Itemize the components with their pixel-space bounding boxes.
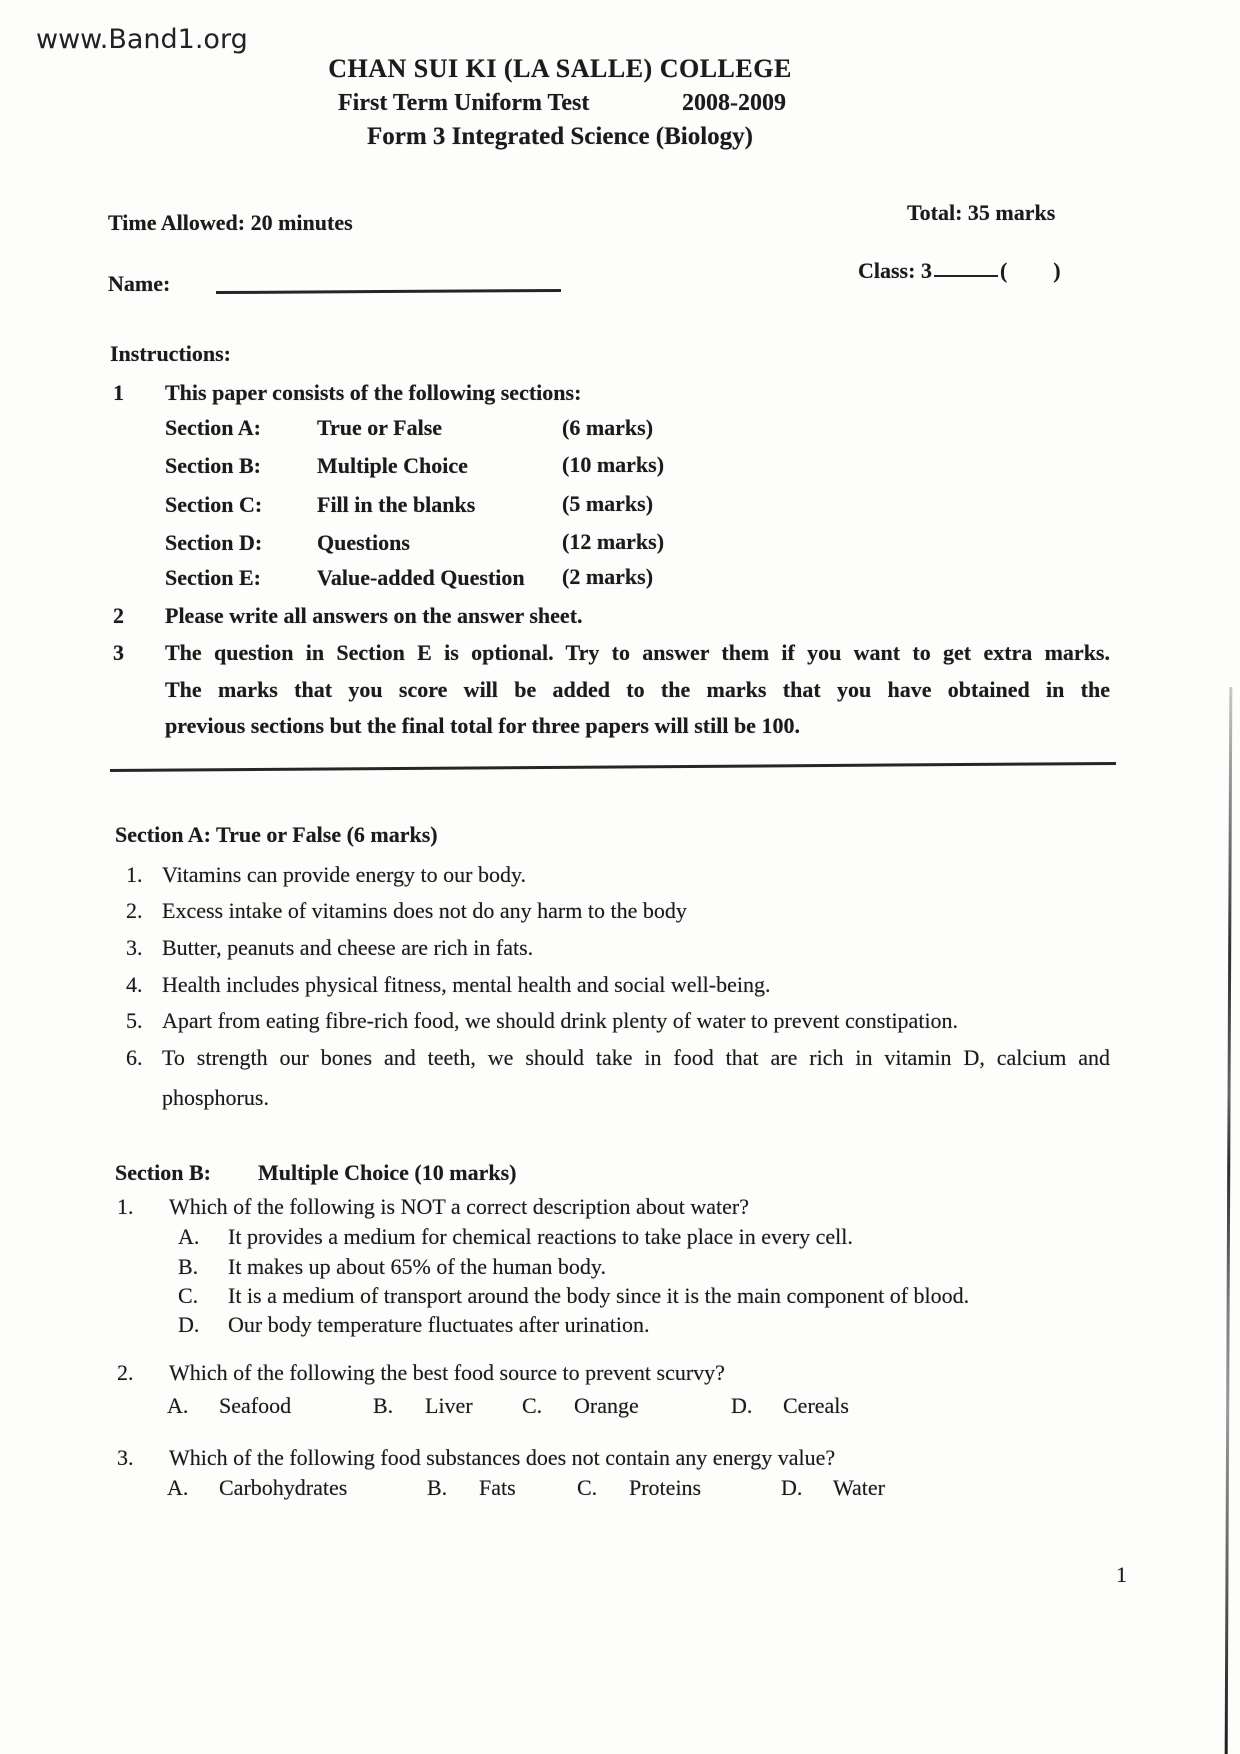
time-allowed: Time Allowed: 20 minutes: [108, 210, 353, 235]
section-table-name: Fill in the blanks: [317, 492, 476, 517]
question-number: 3.: [126, 935, 143, 960]
section-table-marks: (12 marks): [562, 529, 665, 554]
question-number: 1.: [117, 1194, 134, 1219]
true-false-statement-continued: phosphorus.: [162, 1085, 269, 1110]
mc-option-text: It makes up about 65% of the human body.: [228, 1254, 606, 1279]
section-table-label: Section E:: [165, 565, 261, 590]
mc-question-text: Which of the following is NOT a correct description about water?: [169, 1194, 749, 1219]
true-false-statement: Butter, peanuts and cheese are rich in fats.: [162, 935, 534, 960]
mc-option-text: Liver: [425, 1393, 473, 1418]
test-year: 2008-2009: [682, 90, 786, 116]
question-number: 1.: [126, 862, 143, 887]
total-marks: Total: 35 marks: [907, 200, 1056, 225]
section-table-label: Section A:: [165, 415, 261, 440]
question-number: 2.: [126, 898, 143, 923]
section-table-name: Multiple Choice: [317, 453, 468, 478]
mc-option-letter: A.: [167, 1475, 189, 1500]
mc-option-letter: A.: [178, 1224, 200, 1249]
section-table-marks: (5 marks): [562, 491, 654, 516]
class-paren-open: (: [999, 258, 1008, 283]
site-watermark: www.Band1.org: [36, 24, 248, 55]
section-table-marks: (6 marks): [562, 415, 654, 440]
mc-option-letter: A.: [167, 1393, 189, 1418]
section-table-marks: (2 marks): [562, 564, 654, 589]
mc-option-letter: C.: [178, 1283, 199, 1308]
mc-option-text: Our body temperature fluctuates after urination.: [228, 1312, 650, 1337]
true-false-statement: Excess intake of vitamins does not do any harm to the body: [162, 898, 687, 923]
mc-option-text: Carbohydrates: [219, 1475, 348, 1500]
mc-option-letter: C.: [522, 1393, 543, 1418]
mc-option-letter: C.: [577, 1475, 598, 1500]
mc-option-text: Orange: [574, 1393, 639, 1418]
instruction-1-text: This paper consists of the following sections:: [165, 380, 582, 405]
question-number: 3.: [117, 1445, 134, 1470]
mc-option: [522, 1393, 639, 1419]
question-number: 2.: [117, 1360, 134, 1385]
mc-question-text: Which of the following the best food source to prevent scurvy?: [169, 1360, 725, 1385]
mc-option-text: It provides a medium for chemical reactions to take place in every cell.: [228, 1224, 853, 1249]
section-table-name: Value-added Question: [317, 565, 525, 590]
question-number: 5.: [126, 1008, 143, 1033]
instruction-3-line: The question in Section E is optional. Try to answer them if you want to get extra marks.: [165, 640, 1110, 665]
mc-option-text: Water: [833, 1475, 885, 1500]
class-paren-close: ): [1053, 258, 1061, 283]
true-false-statement: Vitamins can provide energy to our body.: [162, 862, 527, 887]
section-table-name: True or False: [317, 415, 443, 440]
class-field: [858, 258, 1061, 284]
scan-artifact-line: [1225, 687, 1232, 1754]
mc-option-letter: B.: [178, 1254, 199, 1279]
class-label: Class: 3: [858, 258, 932, 283]
instruction-3-line: previous sections but the final total for three papers will still be 100.: [165, 713, 800, 738]
mc-option-letter: B.: [373, 1393, 394, 1418]
mc-option: [731, 1393, 849, 1419]
question-number: 4.: [126, 972, 143, 997]
mc-option-letter: D.: [178, 1312, 200, 1337]
name-label: Name:: [108, 271, 171, 296]
mc-option: [167, 1475, 347, 1501]
instructions-title: Instructions:: [110, 341, 232, 366]
name-blank-line: [216, 289, 561, 294]
mc-option: [373, 1393, 473, 1419]
mc-option-text: Cereals: [783, 1393, 849, 1418]
instruction-1-number: 1: [113, 380, 124, 405]
section-divider-line: [110, 762, 1116, 772]
true-false-statement: Health includes physical fitness, mental health and social well-being.: [162, 972, 771, 997]
section-table-marks: (10 marks): [562, 452, 665, 477]
instruction-3-line: The marks that you score will be added to the marks that you have obtained in the: [165, 677, 1110, 702]
test-name: First Term Uniform Test: [338, 90, 590, 116]
mc-option-text: Fats: [479, 1475, 516, 1500]
mc-option-text: Proteins: [629, 1475, 702, 1500]
section-b-heading: Multiple Choice (10 marks): [258, 1160, 517, 1185]
section-b-label: Section B:: [115, 1160, 211, 1185]
mc-option: [781, 1475, 885, 1501]
section-table-label: Section D:: [165, 530, 263, 555]
instruction-3-number: 3: [113, 640, 124, 665]
mc-option-text: It is a medium of transport around the body since it is the main component of blood.: [228, 1283, 970, 1308]
subject-title: Form 3 Integrated Science (Biology): [366, 123, 754, 150]
school-name: CHAN SUI KI (LA SALLE) COLLEGE: [328, 54, 792, 83]
true-false-statement: To strength our bones and teeth, we should take in food that are rich in vitamin D, calcium and: [162, 1045, 1110, 1070]
mc-option-text: Seafood: [219, 1393, 292, 1418]
question-number: 6.: [126, 1045, 143, 1070]
mc-option-letter: D.: [731, 1393, 753, 1418]
mc-question-text: Which of the following food substances does not contain any energy value?: [169, 1445, 836, 1470]
instruction-2-text: Please write all answers on the answer sheet.: [165, 603, 583, 628]
section-table-label: Section B:: [165, 453, 261, 478]
mc-option-letter: B.: [427, 1475, 448, 1500]
mc-option-letter: D.: [781, 1475, 803, 1500]
instruction-2-number: 2: [113, 603, 124, 628]
class-blank-line: [934, 275, 998, 277]
mc-option: [167, 1393, 291, 1419]
mc-option: [577, 1475, 701, 1501]
mc-inline-options-row: [0, 1393, 1240, 1423]
page-number: 1: [1116, 1562, 1127, 1587]
test-title-row: [338, 90, 786, 117]
true-false-statement: Apart from eating fibre-rich food, we should drink plenty of water to prevent constipation.: [162, 1008, 959, 1033]
section-table-name: Questions: [317, 530, 410, 555]
mc-option: [427, 1475, 516, 1501]
section-table-label: Section C:: [165, 492, 263, 517]
section-a-title: Section A: True or False (6 marks): [115, 822, 438, 847]
mc-inline-options-row: [0, 1475, 1240, 1505]
